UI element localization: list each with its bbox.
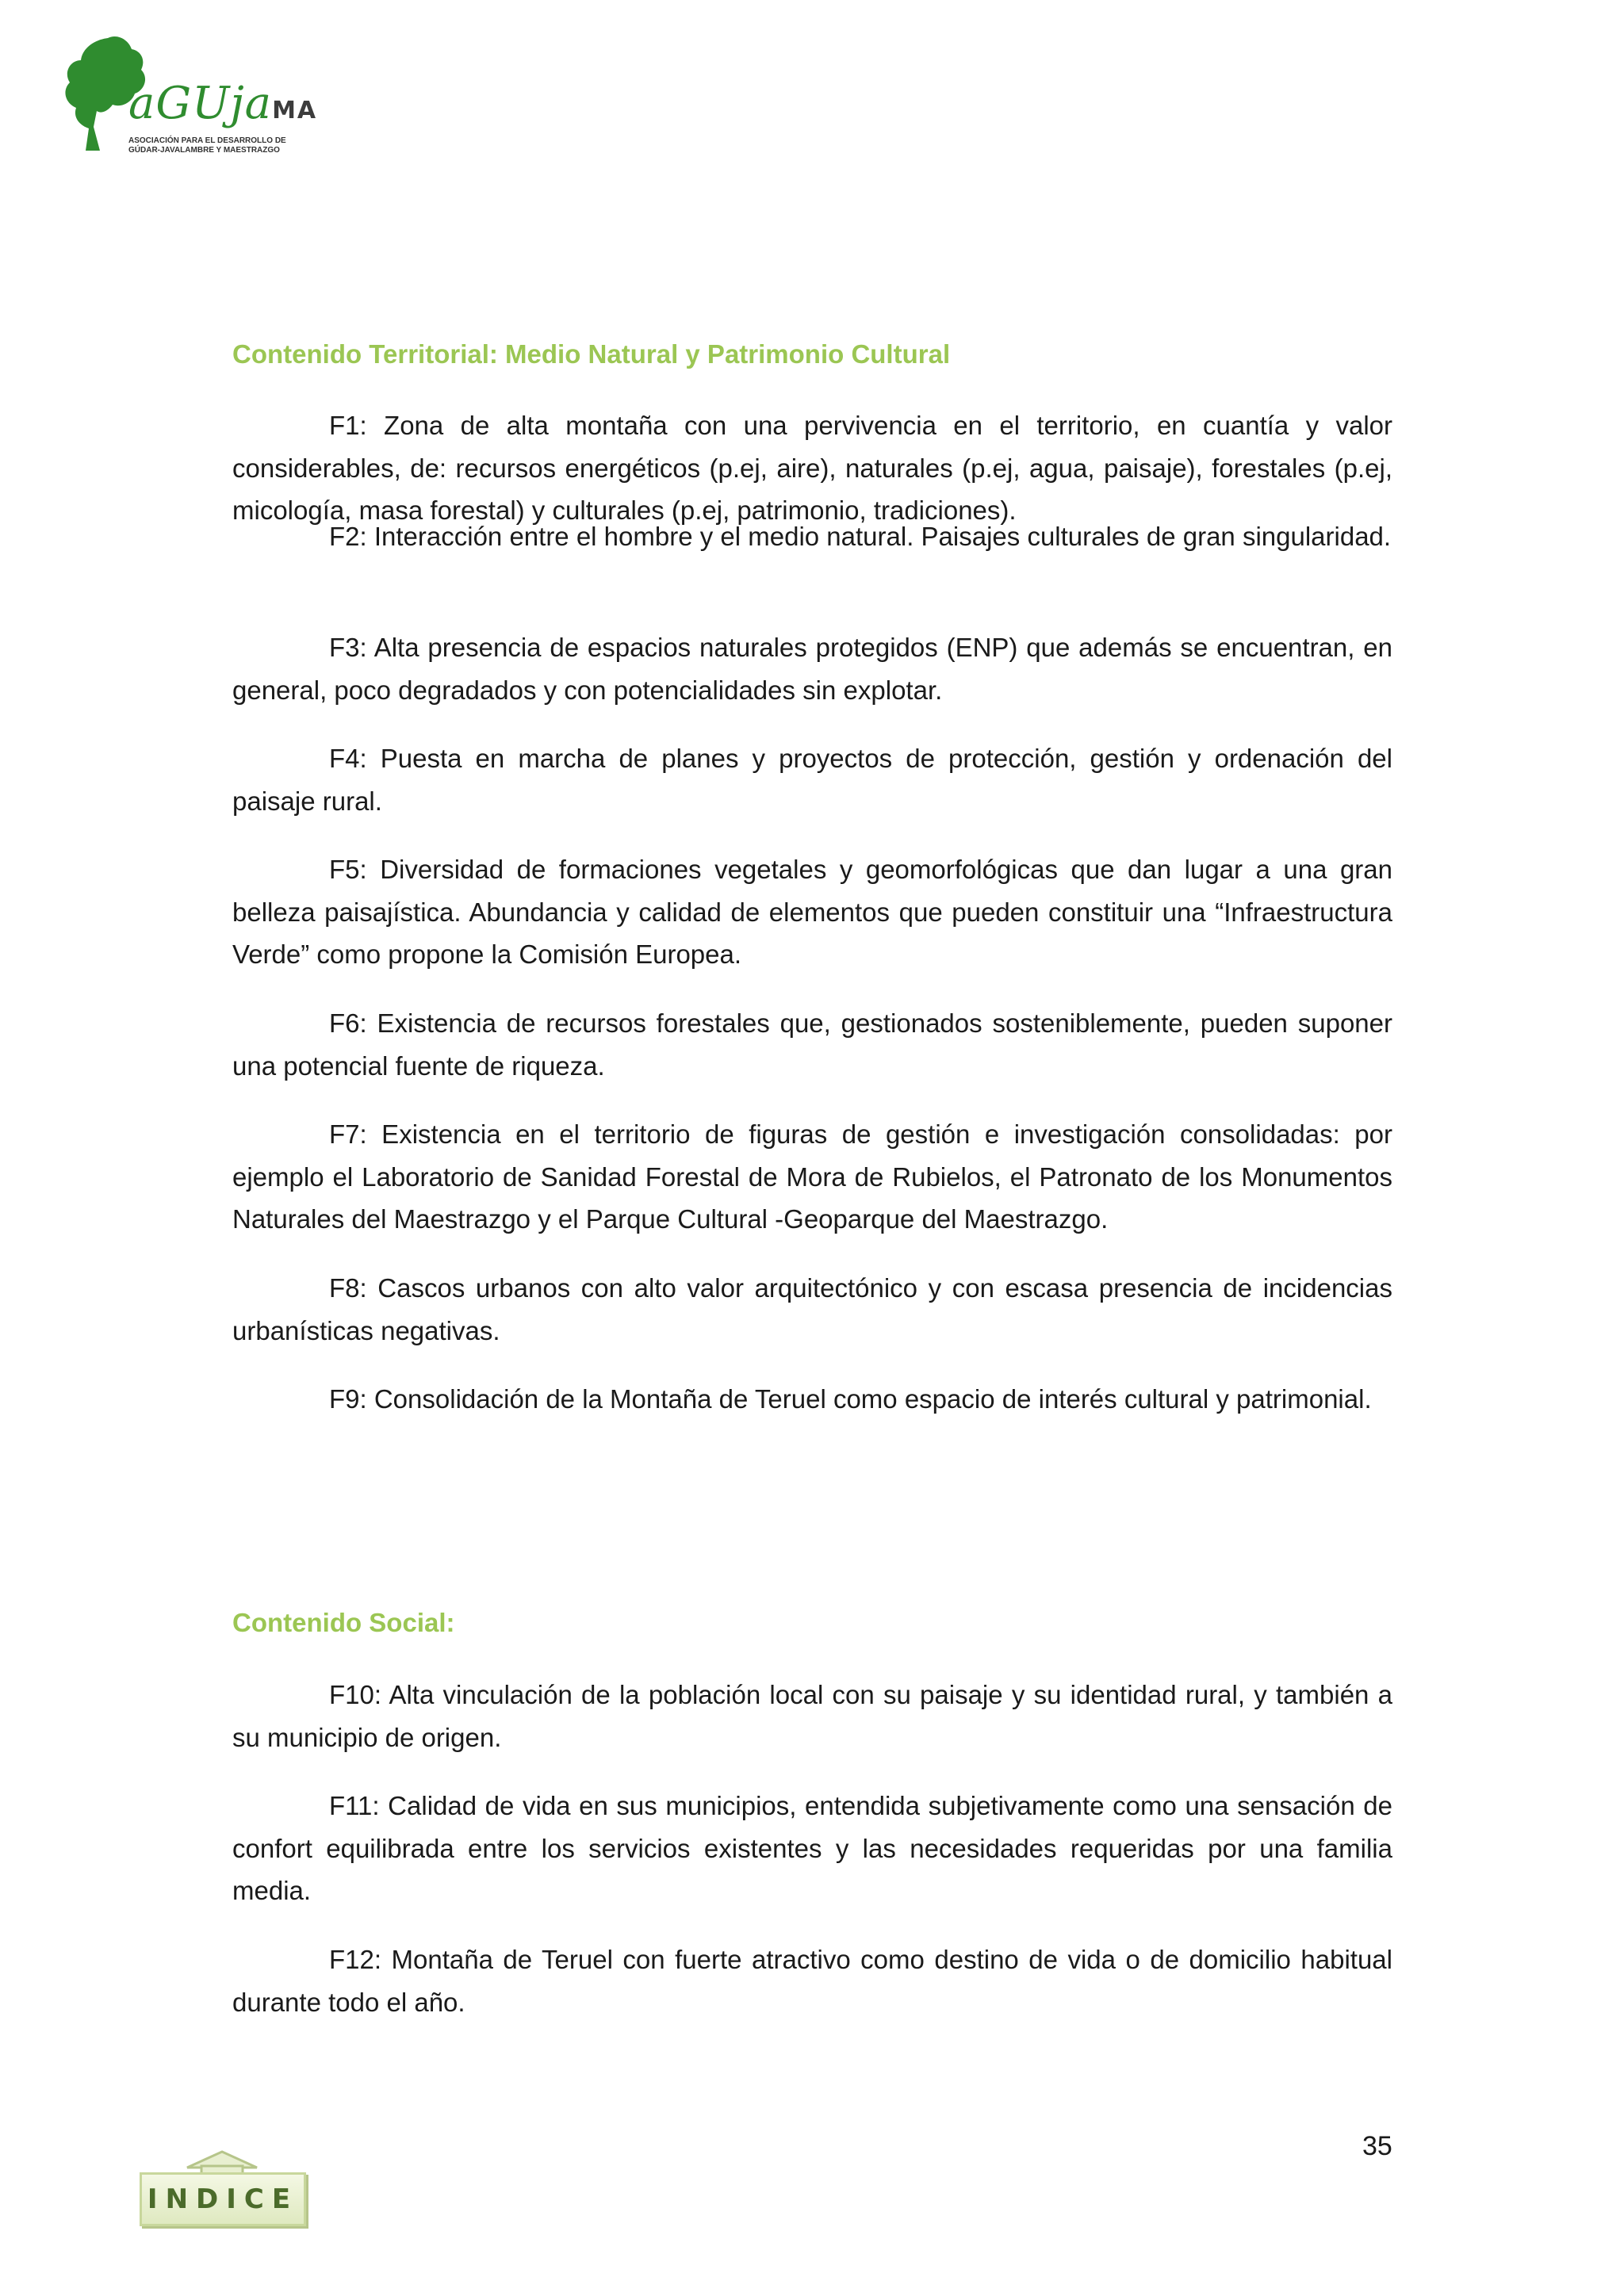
paragraph-f4: F4: Puesta en marcha de planes y proyectos de protección, gestión y ordenación del paisaje rural. bbox=[232, 744, 1392, 816]
page-number: 35 bbox=[1362, 2131, 1392, 2161]
index-button-label: INDICE bbox=[140, 2172, 306, 2226]
section-title-social: Contenido Social: bbox=[232, 1608, 455, 1637]
paragraph-f3: F3: Alta presencia de espacios naturales protegidos (ENP) que además se encuentran, en general, poco degradados y con potencialidades sin explotar. bbox=[232, 633, 1392, 705]
paragraph-f1: F1: Zona de alta montaña con una pervivencia en el territorio, en cuantía y valor considerables, de: recursos energéticos (p.ej, aire), naturales (p.ej, agua, paisaje), forestales (p.ej, micología, masa forestal) y culturales (p.ej, patrimonio, tradiciones). bbox=[232, 411, 1392, 525]
aguja-logo bbox=[52, 32, 318, 174]
logo-subtitle: ASOCIACIÓN PARA EL DESARROLLO DE GÚDAR-JAVALAMBRE Y MAESTRAZGO bbox=[128, 136, 286, 155]
paragraph-f9: F9: Consolidación de la Montaña de Teruel como espacio de interés cultural y patrimonial. bbox=[329, 1384, 1372, 1414]
paragraph-f10: F10: Alta vinculación de la población local con su paisaje y su identidad rural, y también a su municipio de origen. bbox=[232, 1680, 1392, 1752]
paragraph-f7: F7: Existencia en el territorio de figuras de gestión e investigación consolidadas: por ejemplo el Laboratorio de Sanidad Forestal de Mora de Rubielos, el Patronato de los Monumentos Naturales del Maestrazgo y el Parque Cultural -Geoparque del Maestrazgo. bbox=[232, 1119, 1392, 1234]
paragraph-f11: F11: Calidad de vida en sus municipios, entendida subjetivamente como una sensación de confort equilibrada entre los servicios existentes y las necesidades requeridas por una familia media. bbox=[232, 1791, 1392, 1905]
index-button[interactable] bbox=[138, 2149, 306, 2226]
section-title-territorial: Contenido Territorial: Medio Natural y Patrimonio Cultural bbox=[232, 339, 951, 369]
paragraph-f12: F12: Montaña de Teruel con fuerte atractivo como destino de vida o de domicilio habitual durante todo el año. bbox=[232, 1945, 1392, 2017]
paragraph-f5: F5: Diversidad de formaciones vegetales y geomorfológicas que dan lugar a una gran belleza paisajística. Abundancia y calidad de elementos que pueden constituir una “Infraestructura Verde” como propone la Comisión Europea. bbox=[232, 855, 1392, 969]
paragraph-f2: F2: Interacción entre el hombre y el medio natural. Paisajes culturales de gran singularidad. bbox=[329, 522, 1392, 551]
logo-wordmark: aGUjaMA bbox=[128, 78, 318, 129]
paragraph-f6: F6: Existencia de recursos forestales que, gestionados sosteniblemente, pueden suponer una potencial fuente de riqueza. bbox=[232, 1008, 1392, 1081]
paragraph-f8: F8: Cascos urbanos con alto valor arquitectónico y con escasa presencia de incidencias urbanísticas negativas. bbox=[232, 1273, 1392, 1345]
